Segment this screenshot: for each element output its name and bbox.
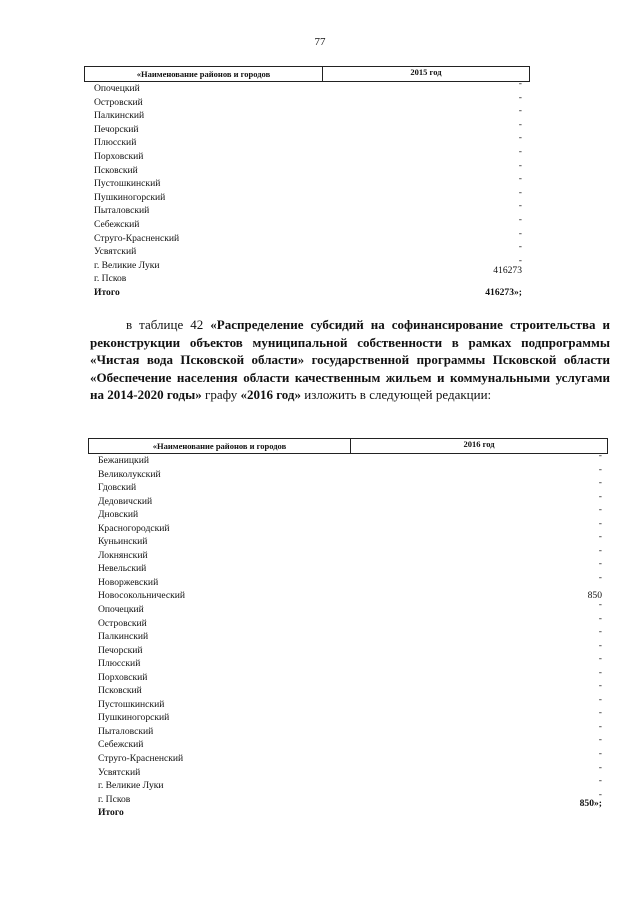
- table-row: [88, 589, 608, 603]
- district-name: Новосокольнический: [98, 590, 186, 602]
- subsidy-value: -: [598, 707, 602, 719]
- district-name: Красногородский: [98, 522, 170, 534]
- subsidy-value: -: [518, 213, 522, 225]
- district-name: Печорский: [94, 123, 139, 135]
- district-name: Итого: [94, 286, 120, 298]
- subsidy-value: -: [598, 531, 602, 543]
- district-name: Струго-Красненский: [94, 232, 180, 244]
- paragraph-column-name: «2016 год»: [240, 387, 301, 402]
- table-row: [88, 463, 608, 482]
- table-row: [84, 186, 530, 205]
- subsidy-value: -: [598, 599, 602, 611]
- header-name-column: «Наименование районов и городов: [85, 67, 323, 81]
- district-name: Палкинский: [94, 110, 145, 122]
- subsidy-value: -: [598, 748, 602, 760]
- table-row: [88, 707, 608, 725]
- table-row: [84, 241, 530, 259]
- district-name: Порховский: [98, 671, 148, 683]
- table-row: [88, 477, 608, 495]
- table-row: [88, 775, 608, 793]
- district-name: Бежаницкий: [98, 455, 149, 466]
- table-header: [84, 66, 530, 82]
- district-name: Островский: [98, 617, 147, 629]
- table-row: [88, 626, 608, 644]
- subsidy-value: -: [518, 78, 522, 89]
- district-name: Струго-Красненский: [98, 753, 184, 765]
- paragraph-text: в таблице 42: [126, 317, 211, 332]
- district-name: Итого: [98, 807, 124, 819]
- table-row: [88, 612, 608, 631]
- district-name: г. Псков: [94, 273, 127, 285]
- table-row: [84, 200, 530, 218]
- subsidy-value: -: [598, 463, 602, 475]
- subsidy-value: -: [518, 173, 522, 185]
- table-row: [84, 145, 530, 164]
- subsidy-value: -: [598, 626, 602, 638]
- district-name: Пушкиногорский: [94, 191, 166, 203]
- table-row: [88, 504, 608, 522]
- table-row: [88, 558, 608, 576]
- district-name: Опочецкий: [98, 604, 144, 616]
- district-name: Локнянский: [98, 549, 148, 561]
- table-row: [88, 517, 608, 536]
- table-header: [88, 438, 608, 454]
- table-row: [84, 227, 530, 246]
- district-name: Новоржевский: [98, 576, 159, 588]
- subsidy-value: -: [518, 91, 522, 103]
- district-name: Усвятский: [94, 246, 137, 258]
- district-name: Гдовский: [98, 482, 137, 494]
- paragraph-text: графу: [201, 387, 241, 402]
- header-year-column: 2015 год: [410, 67, 442, 77]
- subsidy-value: -: [598, 775, 602, 787]
- subsidy-value: -: [598, 666, 602, 678]
- amendment-paragraph: [90, 316, 610, 404]
- district-name: Себежский: [94, 218, 140, 230]
- subsidy-value: -: [598, 653, 602, 665]
- district-name: Невельский: [98, 563, 147, 575]
- table-row: [84, 173, 530, 191]
- subsidy-value: -: [518, 241, 522, 253]
- table-row: [84, 159, 530, 178]
- table-row: [88, 531, 608, 549]
- page-number: 77: [314, 36, 326, 48]
- table-row: [88, 450, 608, 468]
- subsidy-value: -: [598, 788, 602, 800]
- table-row: [84, 105, 530, 123]
- subsidy-value: -: [598, 639, 602, 651]
- subsidy-value: -: [518, 118, 522, 130]
- district-name: Островский: [94, 96, 143, 108]
- district-name: Плюсский: [98, 658, 141, 670]
- subsidy-value: -: [598, 720, 602, 732]
- table-row: [88, 680, 608, 698]
- district-name: г. Великие Луки: [94, 259, 160, 271]
- table-row: [88, 599, 608, 617]
- subsidy-value: -: [518, 105, 522, 117]
- table-body: [84, 78, 530, 300]
- paragraph-table-title: «Распределение субсидий на софинансирование строительства и реконструкции объектов муниципальной собственности в рамках подпрограммы «Чистая вода Псковской области» государственной программы Псковской области «Обеспечение населения области качественным жильем и коммунальными услугами на 2014-2020 годы»: [90, 317, 611, 402]
- district-name: Куньинский: [98, 536, 148, 548]
- subsidy-value: -: [598, 477, 602, 489]
- subsidy-value: -: [598, 693, 602, 705]
- table-row: [84, 91, 530, 110]
- table-row: [88, 571, 608, 590]
- table-row: [84, 132, 530, 150]
- table-row: [88, 639, 608, 658]
- district-name: г. Великие Луки: [98, 780, 164, 792]
- subsidy-value: -: [518, 159, 522, 171]
- table-row: [88, 720, 608, 739]
- table-row: [84, 78, 530, 96]
- district-name: Пустошкинский: [94, 178, 161, 190]
- district-name: Печорский: [98, 644, 143, 656]
- district-name: Пустошкинский: [98, 698, 165, 710]
- subsidy-value: -: [598, 734, 602, 746]
- district-name: Себежский: [98, 739, 144, 751]
- table-2016: [88, 438, 608, 820]
- table-row: [88, 544, 608, 563]
- district-name: Палкинский: [98, 631, 149, 643]
- subsidy-value: -: [598, 680, 602, 692]
- header-name-column: «Наименование районов и городов: [89, 439, 351, 453]
- subsidy-value: -: [598, 612, 602, 624]
- district-name: Плюсский: [94, 137, 137, 149]
- subsidy-value: -: [518, 227, 522, 239]
- subsidy-value: -: [518, 200, 522, 212]
- subsidy-value: -: [598, 544, 602, 556]
- table-2015: [84, 66, 530, 300]
- district-name: Опочецкий: [94, 83, 140, 94]
- table-row: [88, 748, 608, 766]
- table-row: [88, 693, 608, 712]
- district-name: Порховский: [94, 150, 144, 162]
- district-name: Великолукский: [98, 468, 161, 480]
- subsidy-value: -: [518, 145, 522, 157]
- district-name: Псковский: [98, 685, 142, 697]
- district-name: Дновский: [98, 509, 139, 521]
- total-row: [84, 286, 530, 300]
- subsidy-value: -: [518, 132, 522, 144]
- subsidy-value: -: [598, 504, 602, 516]
- subsidy-value: -: [518, 254, 522, 266]
- subsidy-value: -: [598, 571, 602, 583]
- table-row: [88, 788, 608, 807]
- table-row: [88, 666, 608, 685]
- paragraph-text: изложить в следующей редакции:: [301, 387, 492, 402]
- subsidy-value: -: [598, 517, 602, 529]
- district-name: Усвятский: [98, 766, 141, 778]
- table-row: [88, 490, 608, 509]
- table-row: [88, 761, 608, 780]
- subsidy-value: 850»;: [579, 798, 602, 810]
- district-name: Пушкиногорский: [98, 712, 170, 724]
- table-row: [88, 734, 608, 752]
- header-year-column: 2016 год: [463, 439, 495, 449]
- district-name: Пыталовский: [98, 725, 154, 737]
- subsidy-value: 850: [587, 590, 602, 602]
- district-name: Псковский: [94, 164, 138, 176]
- table-row: [88, 653, 608, 671]
- district-name: Дедовичский: [98, 495, 153, 507]
- district-name: Пыталовский: [94, 205, 150, 217]
- subsidy-value: -: [518, 186, 522, 198]
- subsidy-value: -: [598, 450, 602, 461]
- subsidy-value: 416273: [493, 265, 522, 277]
- table-row: [84, 254, 530, 273]
- table-row: [84, 213, 530, 232]
- subsidy-value: -: [598, 558, 602, 570]
- district-name: г. Псков: [98, 793, 131, 805]
- subsidy-value: -: [598, 761, 602, 773]
- subsidy-value: -: [598, 490, 602, 502]
- subsidy-value: 416273»;: [485, 286, 522, 298]
- table-row: [84, 118, 530, 137]
- table-body: [88, 450, 608, 820]
